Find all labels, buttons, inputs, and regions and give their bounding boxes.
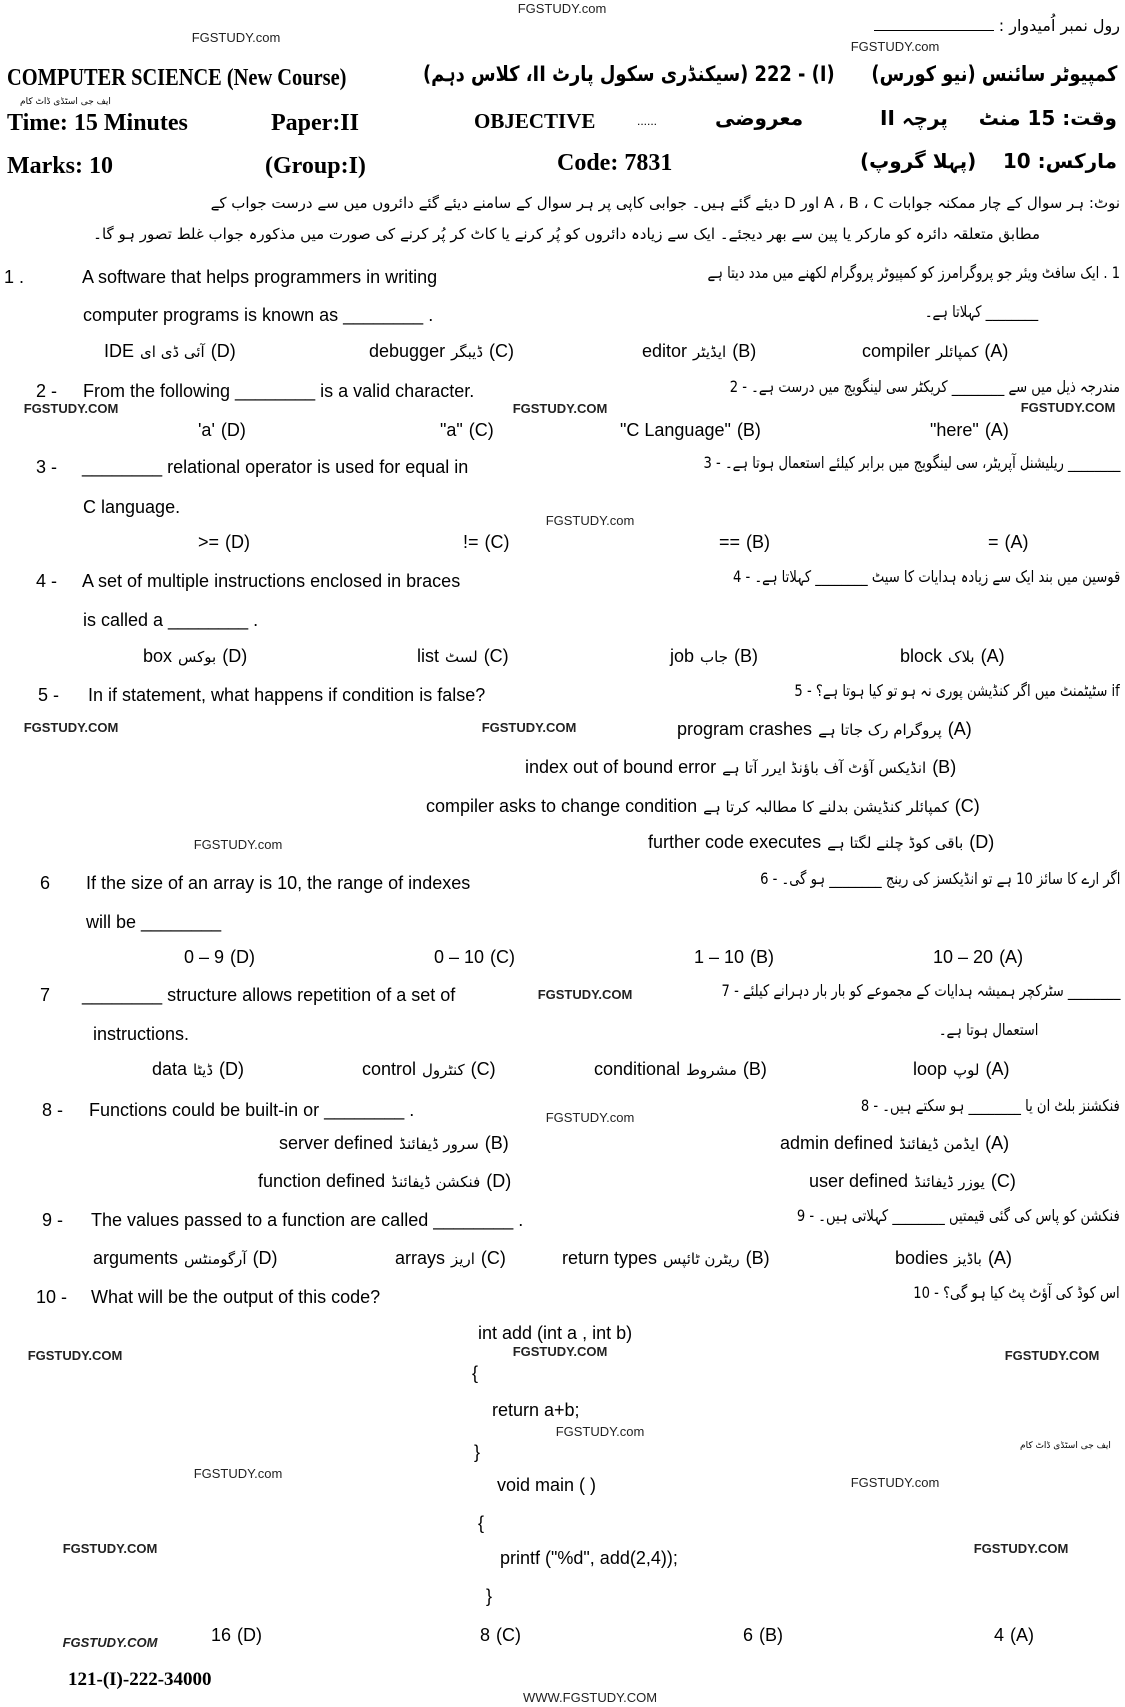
watermark: FGSTUDY.COM (27, 1348, 123, 1363)
question-text: In if statement, what happens if condition is false? (88, 685, 486, 705)
question-text: A software that helps programmers in writing (82, 267, 438, 287)
option-a[interactable]: admin defined ایڈمن ڈیفائنڈ (A) (780, 1133, 1010, 1153)
watermark: FGSTUDY.COM (512, 1344, 608, 1359)
option-a[interactable]: block بلاک (A) (900, 646, 1005, 666)
question-text-urdu: 1 . ایک سافٹ ویئر جو پروگرامرز کو کمپیوٹر پروگرام لکھنے میں مدد دیتا ہے (707, 263, 1120, 282)
question-text-urdu: اگر ارے کا سائز 10 ہے تو انڈیکسز کی رینج ________ ہو گی۔ - 6 (759, 869, 1120, 888)
option-b[interactable]: 1 – 10 (B) (694, 947, 775, 967)
time-urdu: وقت: 15 منٹ (978, 106, 1117, 130)
marks-urdu: مارکس: 10 (1002, 149, 1117, 173)
question-text-urdu: اس کوڈ کی آؤٹ پٹ کیا ہو گی؟ - 10 (913, 1283, 1120, 1302)
question-text: is called a ________ . (83, 610, 259, 630)
time-label: Time: 15 Minutes (7, 110, 188, 136)
group-urdu: (پہلا گروپ) (860, 149, 977, 173)
option-b[interactable]: conditional مشروط (B) (594, 1059, 767, 1079)
option-b[interactable]: 6 (B) (743, 1625, 784, 1645)
watermark: FGSTUDY.com (517, 1, 607, 16)
option-a[interactable]: program crashes پروگرام رک جاتا ہے (A) (677, 719, 972, 739)
question-text: computer programs is known as ________ . (83, 305, 434, 325)
option-c[interactable]: "a" (C) (440, 420, 494, 440)
question-number: 9 - (42, 1210, 64, 1230)
option-c[interactable]: 8 (C) (480, 1625, 522, 1645)
question-text-urdu: فنکشن کو پاس کی گئی قیمتیں ________ کہلاتی ہیں۔ - 9 (797, 1206, 1120, 1225)
dots: ...... (637, 114, 658, 128)
code-line: } (474, 1442, 481, 1462)
code-line: return a+b; (492, 1400, 580, 1420)
watermark: FGSTUDY.com (850, 1475, 940, 1490)
option-a[interactable]: "here" (A) (930, 420, 1009, 440)
option-c[interactable]: user defined یوزر ڈیفائنڈ (C) (809, 1171, 1016, 1191)
question-text-urdu: قوسین میں بند ایک سے زیادہ ہدایات کا سیٹ ________ کہلاتا ہے۔ - 4 (732, 567, 1120, 586)
option-c[interactable]: arrays اریز (C) (395, 1248, 506, 1268)
option-d[interactable]: arguments آرگومنٹس (D) (93, 1248, 278, 1268)
option-d[interactable]: IDE آئی ڈی ای (D) (104, 341, 236, 361)
question-number: 7 (40, 985, 51, 1005)
option-d[interactable]: 0 – 9 (D) (184, 947, 256, 967)
question-number: 10 - (36, 1287, 68, 1307)
option-c[interactable]: compiler asks to change condition کمپائلر کنڈیشن بدلنے کا مطالبہ کرتا ہے (C) (426, 796, 980, 816)
question-text: ________ structure allows repetition of a set of (82, 985, 456, 1005)
code-line: void main ( ) (497, 1475, 597, 1495)
option-b[interactable]: return types ریٹرن ٹائپس (B) (562, 1248, 770, 1268)
question-text-urdu: ________ سٹرکچر ہمیشہ ہدایات کے مجموعے کو بار بار دہرانے کیلئے - 7 (721, 981, 1120, 1000)
watermark: WWW.FGSTUDY.COM (522, 1690, 658, 1705)
question-text: From the following ________ is a valid character. (83, 381, 475, 401)
option-d[interactable]: 16 (D) (211, 1625, 263, 1645)
question-text-urdu: if سٹیٹمنٹ میں اگر کنڈیشن پوری نہ ہو تو کیا ہوتا ہے؟ - 5 (794, 681, 1120, 700)
option-d[interactable]: >= (D) (198, 532, 251, 552)
option-d[interactable]: data ڈیٹا (D) (152, 1059, 244, 1079)
marks-label: Marks: 10 (7, 153, 113, 179)
watermark: FGSTUDY.com (850, 39, 940, 54)
paper-code: 121-(I)-222-34000 (68, 1669, 212, 1690)
question-number: 8 - (42, 1100, 64, 1120)
watermark: FGSTUDY.COM (512, 401, 608, 416)
watermark: FGSTUDY.COM (62, 1635, 158, 1650)
title-urdu: کمپیوٹر سائنس (نیو کورس) (870, 62, 1117, 86)
note-line-2: مطابق متعلقہ دائرہ کو مارکر یا پین سے بھر دیجئے۔ ایک سے زیادہ دائروں کو پُر کرنے یا کاٹ کر پُر کرنے کی صورت میں مذکورہ جواب غلط تصور ہو گا۔ (93, 225, 1040, 243)
question-text: instructions. (93, 1024, 190, 1044)
question-number: 5 - (38, 685, 60, 705)
code-line: printf ("%d", add(2,4)); (500, 1548, 678, 1568)
watermark: FGSTUDY.COM (62, 1541, 158, 1556)
watermark: FGSTUDY.COM (481, 720, 577, 735)
option-c[interactable]: list لسٹ (C) (417, 646, 509, 666)
objective-urdu: معروضی (715, 106, 804, 130)
watermark: FGSTUDY.COM (973, 1541, 1069, 1556)
watermark: FGSTUDY.com (545, 513, 635, 528)
option-b[interactable]: index out of bound error انڈیکس آؤٹ آف باؤنڈ ایرر آتا ہے (B) (525, 757, 957, 777)
question-number: 3 - (36, 457, 58, 477)
roll-number-label: رول نمبر اُمیدوار : (874, 18, 1120, 34)
question-text: Functions could be built-in or ________ . (89, 1100, 415, 1120)
watermark: FGSTUDY.com (555, 1424, 645, 1439)
question-text: If the size of an array is 10, the range of indexes (86, 873, 471, 893)
option-a[interactable]: = (A) (988, 532, 1029, 552)
objective-label: OBJECTIVE (474, 109, 596, 133)
watermark-urdu: ایف جی اسٹڈی ڈاٹ کام (20, 97, 111, 107)
question-text-urdu: ________ کہلاتا ہے۔ (924, 302, 1038, 321)
question-number: 6 (40, 873, 51, 893)
paper-label: Paper:II (271, 110, 359, 136)
code-line: int add (int a , int b) (478, 1323, 633, 1343)
question-text-urdu: فنکشنز بلٹ ان یا ________ ہو سکتے ہیں۔ - 8 (861, 1096, 1120, 1115)
watermark: FGSTUDY.com (191, 30, 281, 45)
question-number: 2 - (36, 381, 58, 401)
question-text: C language. (83, 497, 181, 517)
question-number: 1 . (4, 267, 25, 287)
option-a[interactable]: 10 – 20 (A) (933, 947, 1024, 967)
option-a[interactable]: compiler کمپائلر (A) (862, 341, 1009, 361)
option-b[interactable]: job جاب (B) (670, 646, 758, 666)
question-text-urdu: ________ ریلیشنل آپریٹر، سی لینگویج میں برابر کیلئے استعمال ہوتا ہے۔ - 3 (703, 453, 1120, 472)
option-d[interactable]: 'a' (D) (198, 420, 246, 440)
watermark: FGSTUDY.com (545, 1110, 635, 1125)
question-text-urdu: استعمال ہوتا ہے۔ (938, 1020, 1038, 1039)
option-a[interactable]: loop لوپ (A) (913, 1059, 1010, 1079)
option-d[interactable]: further code executes باقی کوڈ چلنے لگتا ہے (D) (648, 832, 995, 852)
code-label: Code: 7831 (557, 150, 673, 176)
option-a[interactable]: bodies باڈیز (A) (895, 1248, 1012, 1268)
option-d[interactable]: box بوکس (D) (143, 646, 248, 666)
question-text: What will be the output of this code? (91, 1287, 381, 1307)
watermark: FGSTUDY.com (193, 837, 283, 852)
option-c[interactable]: != (C) (463, 532, 510, 552)
option-b[interactable]: editor ایڈیٹر (B) (642, 341, 757, 361)
roll-number-field[interactable] (874, 30, 994, 31)
option-c[interactable]: 0 – 10 (C) (434, 947, 516, 967)
question-text: A set of multiple instructions enclosed in braces (82, 571, 461, 591)
watermark: FGSTUDY.COM (23, 720, 119, 735)
question-text: will be ________ (86, 912, 222, 932)
code-line: { (472, 1363, 479, 1383)
question-text-urdu: مندرجہ ذیل میں سے ________ کریکٹر سی لینگویج میں درست ہے۔ - 2 (729, 377, 1120, 396)
option-c[interactable]: control کنٹرول (C) (362, 1059, 496, 1079)
code-line: { (478, 1513, 485, 1533)
option-b[interactable]: "C Language" (B) (620, 420, 761, 440)
watermark: FGSTUDY.com (193, 1466, 283, 1481)
question-number: 4 - (36, 571, 58, 591)
watermark-urdu: ایف جی اسٹڈی ڈاٹ کام (1020, 1441, 1111, 1451)
watermark: FGSTUDY.COM (23, 401, 119, 416)
question-text: ________ relational operator is used for equal in (82, 457, 469, 477)
group-label: (Group:I) (265, 153, 366, 179)
title-english: COMPUTER SCIENCE (New Course) (7, 65, 347, 91)
code-line: } (486, 1586, 493, 1606)
option-d[interactable]: function defined فنکشن ڈیفائنڈ (D) (258, 1171, 512, 1191)
option-b[interactable]: server defined سرور ڈیفائنڈ (B) (279, 1133, 509, 1153)
option-a[interactable]: 4 (A) (994, 1625, 1035, 1645)
note-line-1: نوٹ: ہر سوال کے چار ممکنہ جوابات A ، B ، C اور D دیئے گئے ہیں۔ جوابی کاپی پر ہر سوال کے سامنے دیئے گئے دائروں میں سے درست جواب کے (210, 194, 1120, 212)
option-c[interactable]: debugger ڈیبگر (C) (369, 341, 515, 361)
watermark: FGSTUDY.COM (537, 987, 633, 1002)
question-text: The values passed to a function are called ________ . (91, 1210, 524, 1230)
watermark: FGSTUDY.COM (1020, 400, 1116, 415)
title-center: (I) - 222 (سیکنڈری سکول پارٹ II، کلاس دہم) (423, 62, 835, 86)
option-b[interactable]: == (B) (719, 532, 771, 552)
paper-urdu: پرچہ II (880, 106, 948, 130)
watermark: FGSTUDY.COM (1004, 1348, 1100, 1363)
